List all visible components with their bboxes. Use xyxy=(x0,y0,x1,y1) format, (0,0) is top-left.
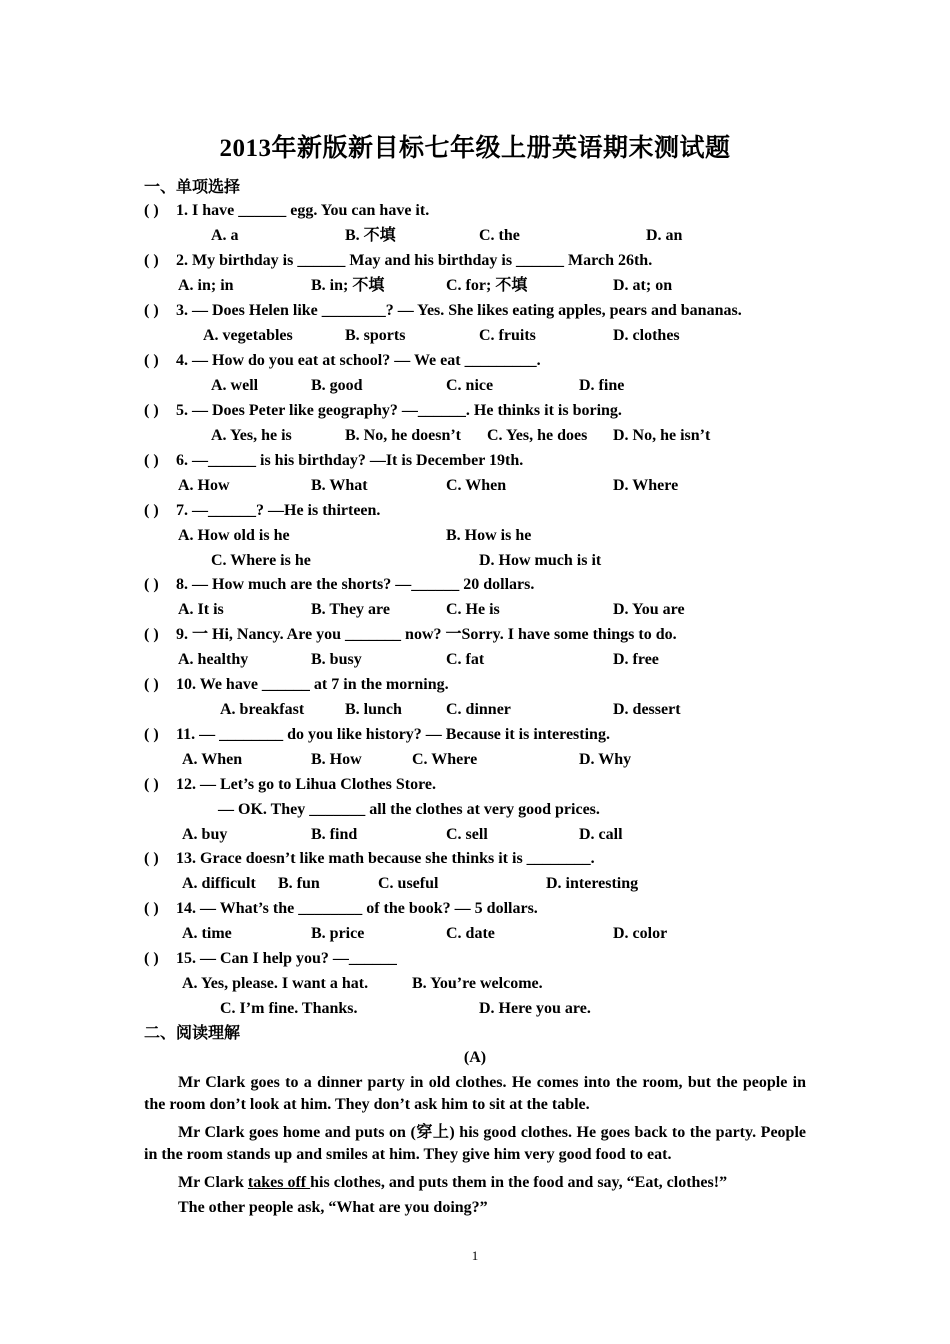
option-b: B. lunch xyxy=(345,701,402,718)
question-stem: 10. We have ______ at 7 in the morning. xyxy=(176,676,449,693)
paragraph-text: his clothes, and puts them in the food and say, “Eat, clothes!” xyxy=(310,1174,728,1191)
passage-paragraph-3 xyxy=(144,1172,806,1194)
option-b: B. fun xyxy=(278,875,320,892)
option-d: D. call xyxy=(579,826,623,843)
question-stem: 7. —______? —He is thirteen. xyxy=(176,502,381,519)
question-11 xyxy=(144,724,610,746)
option-a: A. a xyxy=(211,227,239,244)
answer-blank: ( ) xyxy=(144,302,159,319)
option-b: B. No, he doesn’t xyxy=(345,427,462,444)
option-a: A. How xyxy=(178,477,230,494)
question-7 xyxy=(144,500,380,522)
question-stem: 15. — Can I help you? —______ xyxy=(176,950,397,967)
question-4 xyxy=(144,350,541,372)
answer-blank: ( ) xyxy=(144,252,159,269)
option-d: D. Where xyxy=(613,477,679,494)
option-d: D. You are xyxy=(613,601,685,618)
passage-paragraph-4: The other people ask, “What are you doing?” xyxy=(178,1199,488,1216)
option-c: C. for; 不填 xyxy=(446,277,528,294)
answer-blank: ( ) xyxy=(144,776,159,793)
option-c: C. When xyxy=(446,477,507,494)
option-c: C. Where is he xyxy=(211,552,311,569)
option-d: D. Here you are. xyxy=(479,1000,591,1017)
question-stem: 2. My birthday is ______ May and his birthday is ______ March 26th. xyxy=(176,252,653,269)
option-c: C. Where xyxy=(412,751,478,768)
question-10 xyxy=(144,674,449,696)
option-b: B. price xyxy=(311,925,365,942)
question-1 xyxy=(144,200,429,222)
question-8 xyxy=(144,574,534,596)
question-14 xyxy=(144,898,538,920)
option-c: C. nice xyxy=(446,377,494,394)
option-a: A. Yes, he is xyxy=(211,427,292,444)
answer-blank: ( ) xyxy=(144,850,159,867)
option-d: D. free xyxy=(613,651,659,668)
option-b: B. 不填 xyxy=(345,227,396,244)
option-c: C. fat xyxy=(446,651,485,668)
option-a: A. vegetables xyxy=(203,327,293,344)
option-c: C. fruits xyxy=(479,327,536,344)
option-a: A. Yes, please. I want a hat. xyxy=(182,975,369,992)
question-stem: 6. —______ is his birthday? —It is December 19th. xyxy=(176,452,524,469)
question-stem: 9. 一 Hi, Nancy. Are you _______ now? 一Sorry. I have some things to do. xyxy=(176,626,677,643)
option-d: D. an xyxy=(646,227,683,244)
question-5 xyxy=(144,400,622,422)
question-stem: 1. I have ______ egg. You can have it. xyxy=(176,202,430,219)
answer-blank: ( ) xyxy=(144,950,159,967)
option-c: C. I’m fine. Thanks. xyxy=(220,1000,358,1017)
option-d: D. interesting xyxy=(546,875,639,892)
option-a: A. buy xyxy=(182,826,228,843)
passage-label: (A) xyxy=(463,1049,487,1066)
option-c: C. Yes, he does xyxy=(487,427,588,444)
option-a: A. It is xyxy=(178,601,224,618)
option-d: D. fine xyxy=(579,377,625,394)
question-2 xyxy=(144,250,652,272)
question-6 xyxy=(144,450,523,472)
question-stem: 13. Grace doesn’t like math because she thinks it is ________. xyxy=(176,850,595,867)
answer-blank: ( ) xyxy=(144,502,159,519)
answer-blank: ( ) xyxy=(144,676,159,693)
option-d: D. color xyxy=(613,925,668,942)
option-b: B. You’re welcome. xyxy=(412,975,543,992)
option-b: B. good xyxy=(311,377,363,394)
option-d: D. Why xyxy=(579,751,632,768)
page-number: 1 xyxy=(471,1248,479,1263)
option-a: A. How old is he xyxy=(178,527,290,544)
question-stem-continued: — OK. They _______ all the clothes at very good prices. xyxy=(218,801,600,818)
option-a: A. time xyxy=(182,925,232,942)
question-13 xyxy=(144,848,595,870)
question-15 xyxy=(144,948,397,970)
option-d: D. at; on xyxy=(613,277,673,294)
question-stem: 8. — How much are the shorts? —______ 20 dollars. xyxy=(176,576,535,593)
option-c: C. the xyxy=(479,227,520,244)
option-b: B. busy xyxy=(311,651,362,668)
question-stem: 14. — What’s the ________ of the book? — 5 dollars. xyxy=(176,900,538,917)
option-b: B. What xyxy=(311,477,368,494)
answer-blank: ( ) xyxy=(144,576,159,593)
option-c: C. useful xyxy=(378,875,439,892)
question-3 xyxy=(144,300,742,322)
option-a: A. healthy xyxy=(178,651,249,668)
answer-blank: ( ) xyxy=(144,900,159,917)
question-9 xyxy=(144,624,677,646)
option-a: A. in; in xyxy=(178,277,234,294)
option-c: C. date xyxy=(446,925,495,942)
answer-blank: ( ) xyxy=(144,726,159,743)
passage-paragraph-2: Mr Clark goes home and puts on (穿上) his good clothes. He goes back to the party. People in the room stands up and smiles at him. They give him very good food to eat. xyxy=(144,1124,806,1163)
section-heading-reading: 二、阅读理解 xyxy=(144,1023,241,1042)
answer-blank: ( ) xyxy=(144,402,159,419)
underlined-phrase: takes off xyxy=(247,1174,311,1191)
option-c: C. dinner xyxy=(446,701,511,718)
option-b: B. find xyxy=(311,826,358,843)
question-stem: 12. — Let’s go to Lihua Clothes Store. xyxy=(176,776,436,793)
question-12 xyxy=(144,774,436,796)
section-heading-multiple-choice: 一、单项选择 xyxy=(144,177,241,196)
answer-blank: ( ) xyxy=(144,202,159,219)
paragraph-text: Mr Clark xyxy=(178,1174,248,1191)
option-d: D. No, he isn’t xyxy=(613,427,711,444)
option-c: C. sell xyxy=(446,826,488,843)
question-stem: 4. — How do you eat at school? — We eat _________. xyxy=(176,352,541,369)
option-a: A. difficult xyxy=(182,875,256,892)
option-a: A. well xyxy=(211,377,259,394)
option-b: B. How is he xyxy=(446,527,532,544)
question-stem: 3. — Does Helen like ________? — Yes. She likes eating apples, pears and bananas. xyxy=(176,302,742,319)
option-d: D. dessert xyxy=(613,701,681,718)
answer-blank: ( ) xyxy=(144,452,159,469)
option-c: C. He is xyxy=(446,601,500,618)
answer-blank: ( ) xyxy=(144,352,159,369)
option-a: A. breakfast xyxy=(220,701,305,718)
option-b: B. How xyxy=(311,751,362,768)
answer-blank: ( ) xyxy=(144,626,159,643)
question-stem: 11. — ________ do you like history? — Because it is interesting. xyxy=(176,726,610,743)
option-b: B. sports xyxy=(345,327,406,344)
option-d: D. How much is it xyxy=(479,552,602,569)
option-b: B. in; 不填 xyxy=(311,277,385,294)
option-d: D. clothes xyxy=(613,327,680,344)
option-a: A. When xyxy=(182,751,243,768)
page-title: 2013年新版新目标七年级上册英语期末测试题 xyxy=(219,135,731,162)
passage-paragraph-1: Mr Clark goes to a dinner party in old clothes. He comes into the room, but the people in the room don’t look at him. They don’t ask him to sit at the table. xyxy=(144,1074,806,1113)
question-stem: 5. — Does Peter like geography? —______. He thinks it is boring. xyxy=(176,402,622,419)
option-b: B. They are xyxy=(311,601,390,618)
